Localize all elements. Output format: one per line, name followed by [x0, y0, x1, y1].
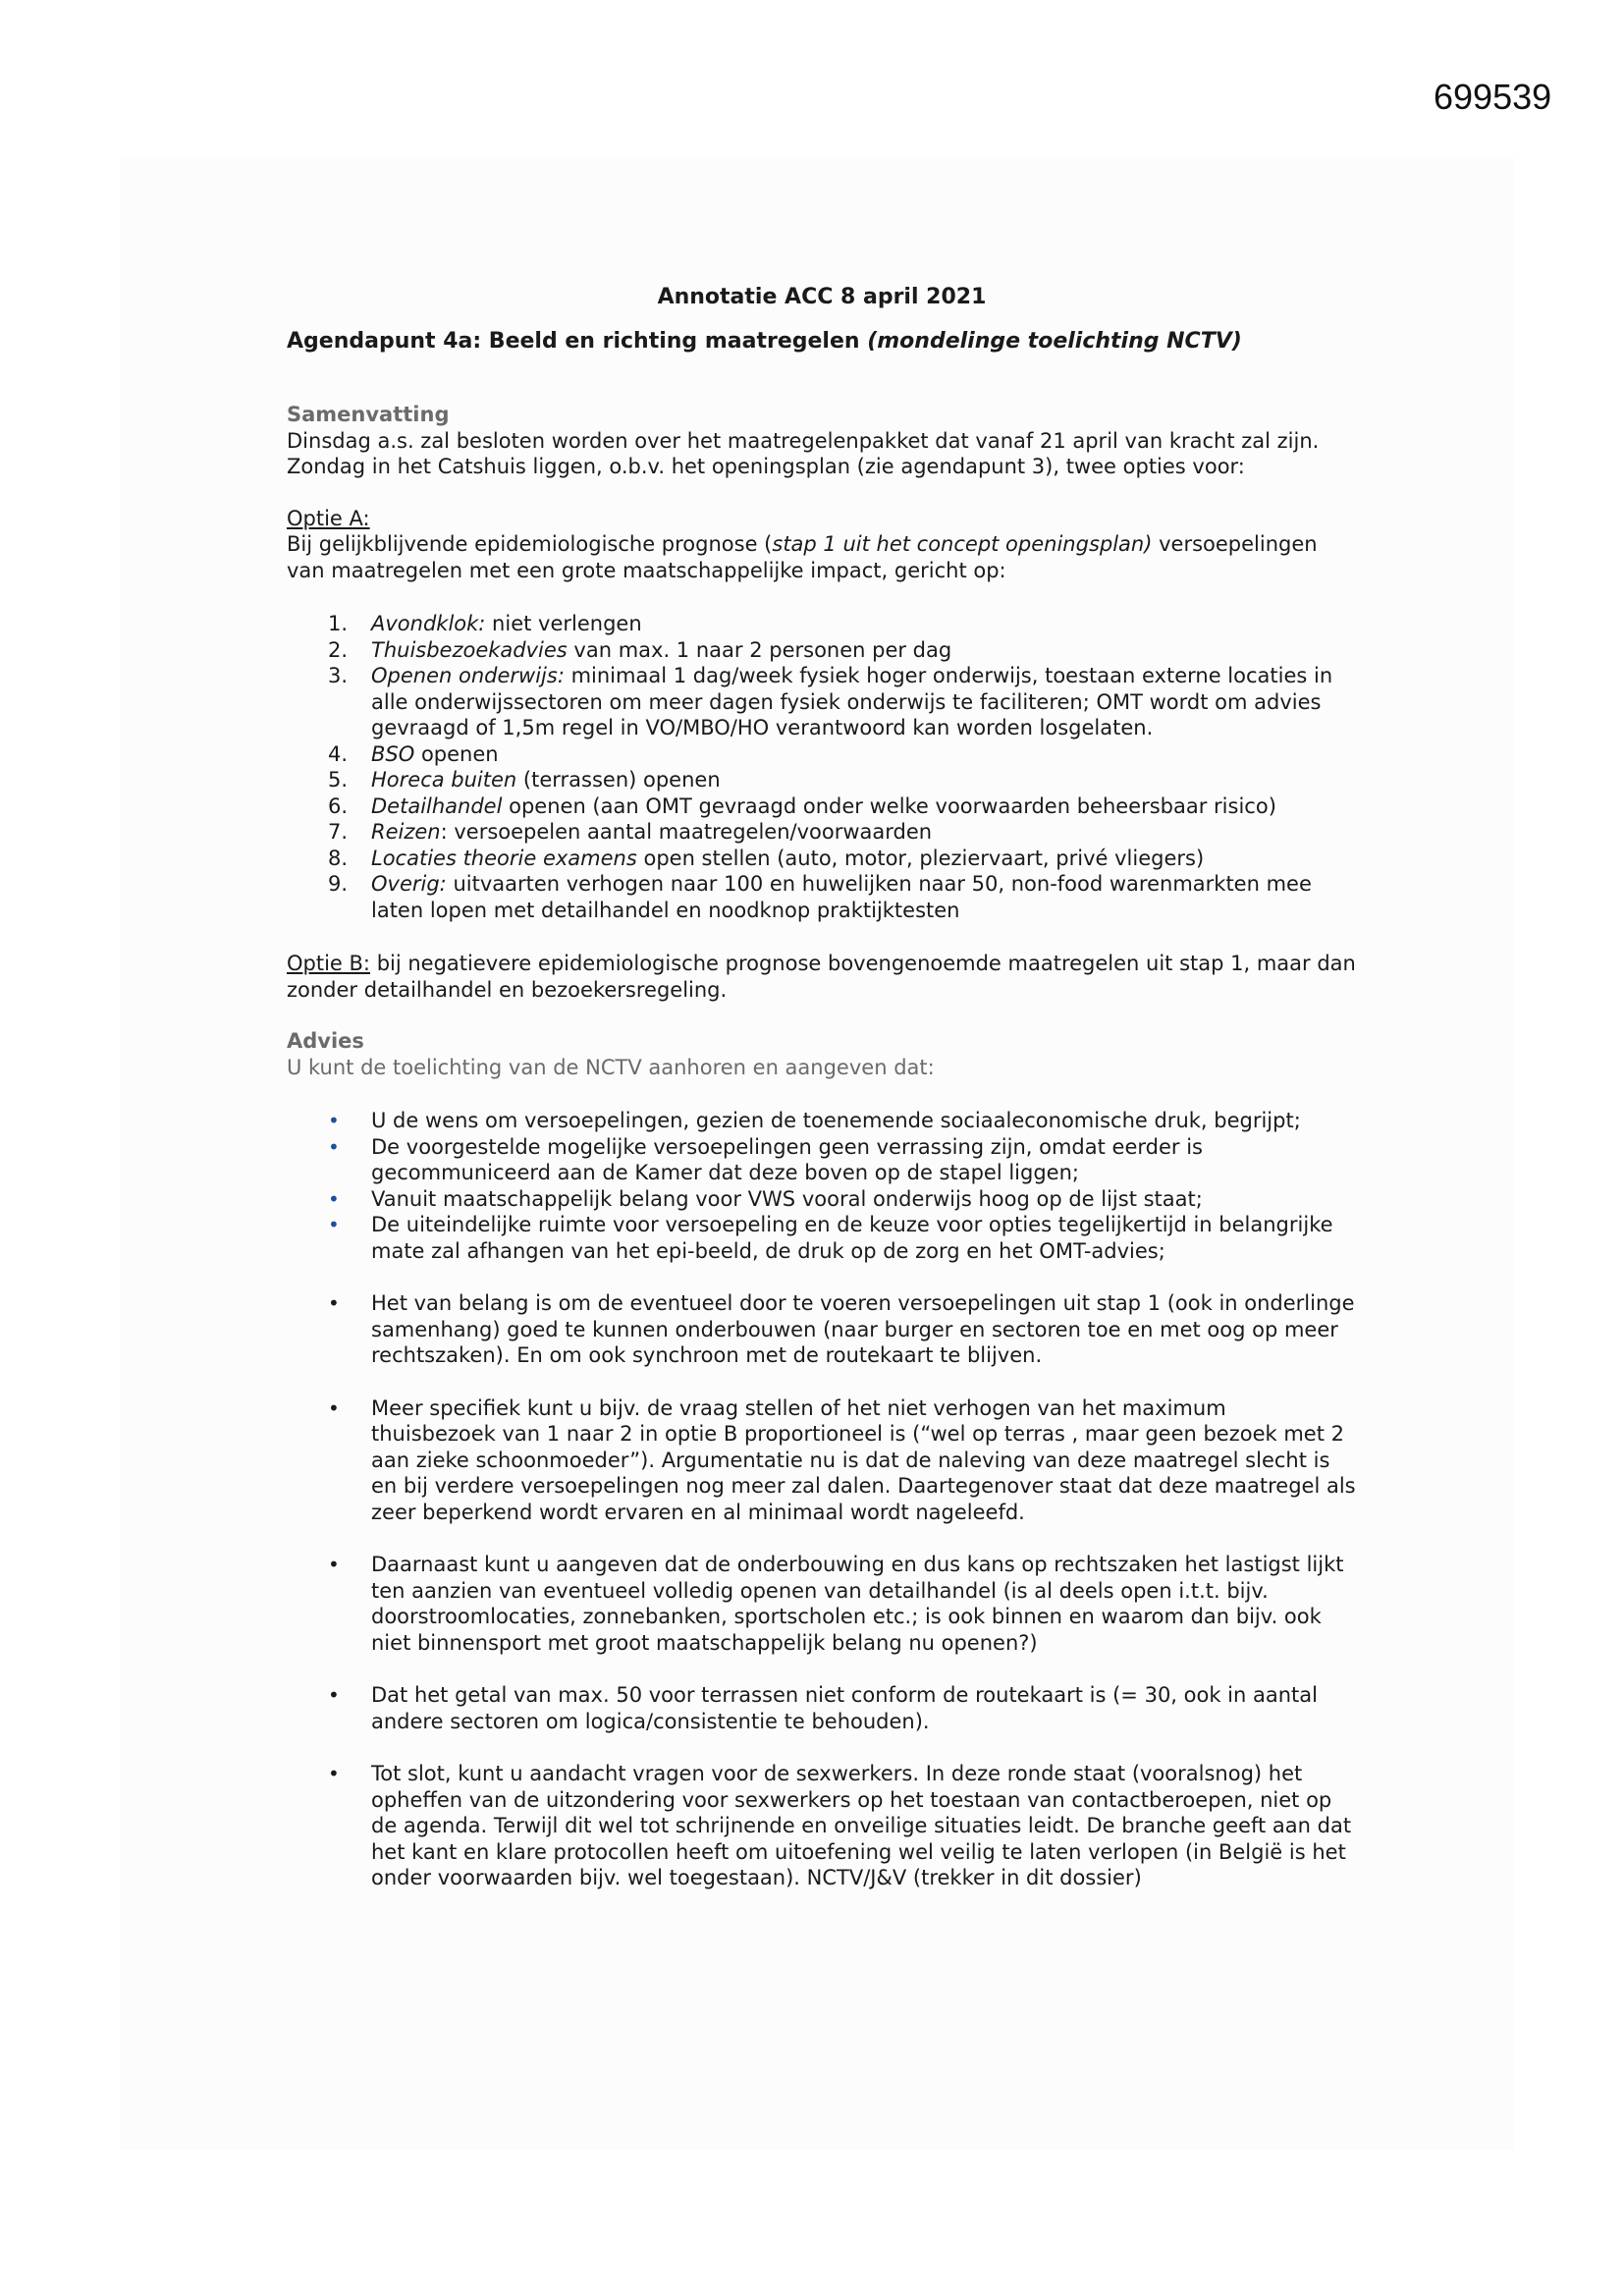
samenvatting-text: Dinsdag a.s. zal besloten worden over het maatregelenpakket dat vanaf 21 april van kracht zal zijn. Zondag in het Catshuis liggen, o.b.v. het openingsplan (zie agendapunt 3), twee opties voor:	[287, 428, 1320, 478]
list-number: 9.	[328, 872, 349, 896]
advies-bullets-1	[287, 1108, 1357, 1264]
bullet-icon: •	[328, 1291, 340, 1315]
bullet-text: De voorgestelde mogelijke versoepelingen geen verrassing zijn, omdat eerder is gecommuniceerd aan de Kamer dat deze boven op de stapel liggen;	[371, 1134, 1203, 1184]
advies-bullet	[287, 1395, 1357, 1526]
bullet-icon: •	[328, 1762, 340, 1785]
item-text: open stellen (auto, motor, pleziervaart, privé vliegers)	[636, 846, 1205, 870]
list-number: 7.	[328, 820, 349, 844]
item-text: niet verlengen	[485, 612, 642, 635]
advies-bullet	[287, 1552, 1357, 1656]
item-italic-label: Detailhandel	[371, 793, 503, 818]
optie-a-item	[287, 819, 1357, 846]
optie-a-item	[287, 767, 1357, 793]
optie-a-item	[287, 793, 1357, 820]
list-number: 1.	[328, 612, 349, 635]
advies-heading: Advies	[287, 1029, 364, 1053]
optie-b-paragraph	[287, 951, 1357, 1003]
optie-a-item	[287, 637, 1357, 664]
document-number: 699539	[1434, 77, 1552, 117]
optie-a-item	[287, 611, 1357, 637]
bullet-text: Vanuit maatschappelijk belang voor VWS vooral onderwijs hoog op de lijst staat;	[371, 1186, 1203, 1211]
advies-bullet	[287, 1212, 1357, 1264]
list-number: 2.	[328, 637, 349, 662]
agenda-prefix: Agendapunt 4a: Beeld en richting maatregelen	[287, 328, 868, 354]
bullet-icon: •	[328, 1109, 340, 1132]
agenda-heading	[287, 329, 1357, 355]
list-number: 8.	[328, 846, 349, 870]
advies-bullets-2	[287, 1264, 1357, 1891]
optie-b-text: bij negatievere epidemiologische prognose bovengenoemde maatregelen uit stap 1, maar dan zonder detailhandel en bezoekersregeling.	[287, 952, 1356, 1002]
optie-a-item	[287, 741, 1357, 768]
advies-bullet	[287, 1108, 1357, 1134]
bullet-text: Meer specifiek kunt u bijv. de vraag stellen of het niet verhogen van het maximum thuisbezoek van 1 naar 2 in optie B proportioneel is (“wel op terras , maar geen bezoek met 2 aan zieke schoonmoeder”). Argumentatie nu is dat de naleving van deze maatregel slecht is en bij verdere versoepelingen nog meer zal dalen. Daartegenover staat dat deze maatregel als zeer beperkend wordt ervaren en al minimaal wordt nageleefd.	[371, 1395, 1356, 1524]
advies-intro: U kunt de toelichting van de NCTV aanhoren en aangeven dat:	[287, 1055, 935, 1079]
item-italic-label: Thuisbezoekadvies	[371, 637, 568, 662]
advies-bullet	[287, 1134, 1357, 1186]
optie-a-label: Optie A:	[287, 506, 370, 530]
document-title: Annotatie ACC 8 april 2021	[657, 285, 987, 309]
item-italic-label: Reizen	[371, 820, 441, 844]
item-italic-label: Horeca buiten	[371, 768, 517, 792]
item-italic-label: BSO	[371, 741, 415, 766]
list-number: 4.	[328, 741, 349, 766]
item-italic-label: Locaties theorie examens	[371, 846, 637, 870]
item-italic-label: Overig:	[371, 872, 447, 896]
optie-a-item	[287, 846, 1357, 872]
bullet-text: Dat het getal van max. 50 voor terrassen niet conform de routekaart is (= 30, ook in aantal andere sectoren om logica/consistentie te behouden).	[371, 1683, 1318, 1733]
bullet-icon: •	[328, 1683, 340, 1707]
bullet-text: Daarnaast kunt u aangeven dat de onderbouwing en dus kans op rechtszaken het lastigst lijkt ten aanzien van eventueel volledig openen van detailhandel (is al deels open i.t.t. bijv. doorstroomlocaties, zonnebanken, sportscholen etc.; is ook binnen en waarom dan bijv. ook niet binnensport met groot maatschappelijk belang nu openen?)	[371, 1553, 1344, 1655]
bullet-icon: •	[328, 1553, 340, 1576]
optie-a-list	[287, 611, 1357, 923]
item-text: openen	[414, 741, 499, 766]
bullet-icon: •	[328, 1395, 340, 1420]
item-text: (terrassen) openen	[516, 768, 721, 792]
advies-bullet	[287, 1682, 1357, 1734]
optie-a-item	[287, 663, 1357, 741]
advies-bullet	[287, 1761, 1357, 1891]
item-italic-label: Openen onderwijs:	[371, 664, 565, 687]
list-number: 3.	[328, 664, 349, 687]
bullet-icon: •	[328, 1134, 340, 1159]
optie-a-item	[287, 871, 1357, 923]
samenvatting-heading: Samenvatting	[287, 403, 450, 426]
document-body	[287, 285, 1357, 1891]
list-number: 5.	[328, 768, 349, 792]
bullet-text: De uiteindelijke ruimte voor versoepeling en de keuze voor opties tegelijkertijd in belangrijke mate zal afhangen van het epi-beeld, de druk op de zorg en het OMT-advies;	[371, 1213, 1333, 1263]
bullet-icon: •	[328, 1213, 340, 1236]
bullet-text: Het van belang is om de eventueel door te voeren versoepelingen uit stap 1 (ook in onderlinge samenhang) goed te kunnen onderbouwen (naar burger en sectoren toe en met oog op meer rechtszaken). En om ook synchroon met de routekaart te blijven.	[371, 1291, 1355, 1367]
item-text: : versoepelen aantal maatregelen/voorwaarden	[440, 820, 933, 844]
advies-bullet	[287, 1290, 1357, 1369]
item-text: van max. 1 naar 2 personen per dag	[567, 637, 952, 662]
optie-a-intro: Bij gelijkblijvende epidemiologische prognose (stap 1 uit het concept openingsplan) versoepelingen van maatregelen met een grote maatschappelijke impact, gericht op:	[287, 532, 1318, 582]
item-italic-label: Avondklok:	[371, 612, 486, 635]
agenda-italic: (mondelinge toelichting NCTV)	[867, 328, 1242, 354]
bullet-text: Tot slot, kunt u aandacht vragen voor de sexwerkers. In deze ronde staat (vooralsnog) het opheffen van de uitzondering voor sexwerkers op het toestaan van contactberoepen, niet op de agenda. Terwijl dit wel tot schrijnende en onveilige situaties leidt. De branche geeft aan dat het kant en klare protocollen heeft om uitoefening wel veilig te laten verlopen (in België is het onder voorwaarden bijv. wel toegestaan). NCTV/J&V (trekker in dit dossier)	[371, 1762, 1352, 1889]
item-text: minimaal 1 dag/week fysiek hoger onderwijs, toestaan externe locaties in alle onderwijssectoren om meer dagen fysiek onderwijs te faciliteren; OMT wordt om advies gevraagd of 1,5m regel in VO/MBO/HO verantwoord kan worden losgelaten.	[371, 664, 1333, 739]
optie-b-label: Optie B:	[287, 952, 371, 975]
item-text: openen (aan OMT gevraagd onder welke voorwaarden beheersbaar risico)	[502, 793, 1276, 818]
item-text: uitvaarten verhogen naar 100 en huwelijken naar 50, non-food warenmarkten mee laten lopen met detailhandel en noodknop praktijktesten	[371, 872, 1312, 922]
bullet-text: U de wens om versoepelingen, gezien de toenemende sociaaleconomische druk, begrijpt;	[371, 1109, 1301, 1132]
list-number: 6.	[328, 793, 349, 818]
bullet-icon: •	[328, 1186, 340, 1211]
advies-bullet	[287, 1186, 1357, 1213]
